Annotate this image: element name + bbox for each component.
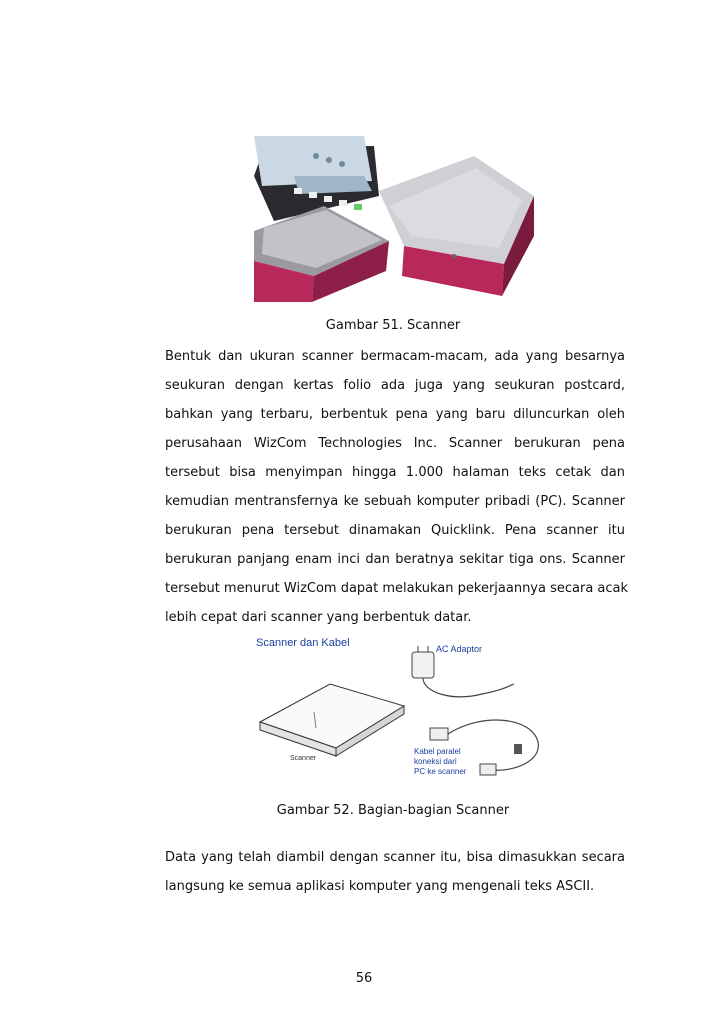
paragraph-line: seukuran dengan kertas folio ada juga yang seukuran postcard, — [165, 378, 625, 393]
figure-51-caption: Gambar 51. Scanner — [325, 318, 461, 333]
paragraph-line: perusahaan WizCom Technologies Inc. Scanner berukuran pena — [165, 436, 625, 451]
paragraph-line: berukuran pena tersebut dinamakan Quicklink. Pena scanner itu — [165, 523, 625, 538]
scanner-photo — [254, 136, 534, 302]
cable-label-line-1: Kabel paralel — [414, 747, 461, 756]
diagram-title: Scanner dan Kabel — [256, 637, 350, 649]
paragraph-line: bahkan yang terbaru, berbentuk pena yang baru diluncurkan oleh — [165, 407, 625, 422]
paragraph-line: berukuran panjang enam inci dan beratnya sekitar tiga ons. Scanner — [165, 552, 625, 567]
paragraph-line: lebih cepat dari scanner yang berbentuk datar. — [165, 610, 472, 625]
cable-label-line-3: PC ke scanner — [414, 767, 467, 776]
body-paragraph-1 — [165, 342, 629, 632]
body-paragraph-2 — [165, 843, 625, 901]
scanner-label: Scanner — [290, 755, 317, 762]
paragraph-line: langsung ke semua aplikasi komputer yang mengenali teks ASCII. — [165, 879, 595, 894]
figure-52-caption: Gambar 52. Bagian-bagian Scanner — [276, 803, 510, 818]
paragraph-line: kemudian mentransfernya ke sebuah komputer pribadi (PC). Scanner — [165, 494, 625, 509]
paragraph-line: Bentuk dan ukuran scanner bermacam-macam, ada yang besarnya — [165, 349, 625, 364]
scanner-parts-diagram — [252, 632, 542, 782]
paragraph-line: tersebut bisa menyimpan hingga 1.000 halaman teks cetak dan — [165, 465, 625, 480]
adaptor-label: AC Adaptor — [436, 644, 483, 654]
cable-label-line-2: koneksi dari — [414, 757, 457, 766]
paragraph-line: tersebut menurut WizCom dapat melakukan pekerjaannya secara acak — [165, 581, 629, 596]
paragraph-line: Data yang telah diambil dengan scanner itu, bisa dimasukkan secara — [165, 850, 625, 865]
page-number: 56 — [355, 971, 373, 986]
